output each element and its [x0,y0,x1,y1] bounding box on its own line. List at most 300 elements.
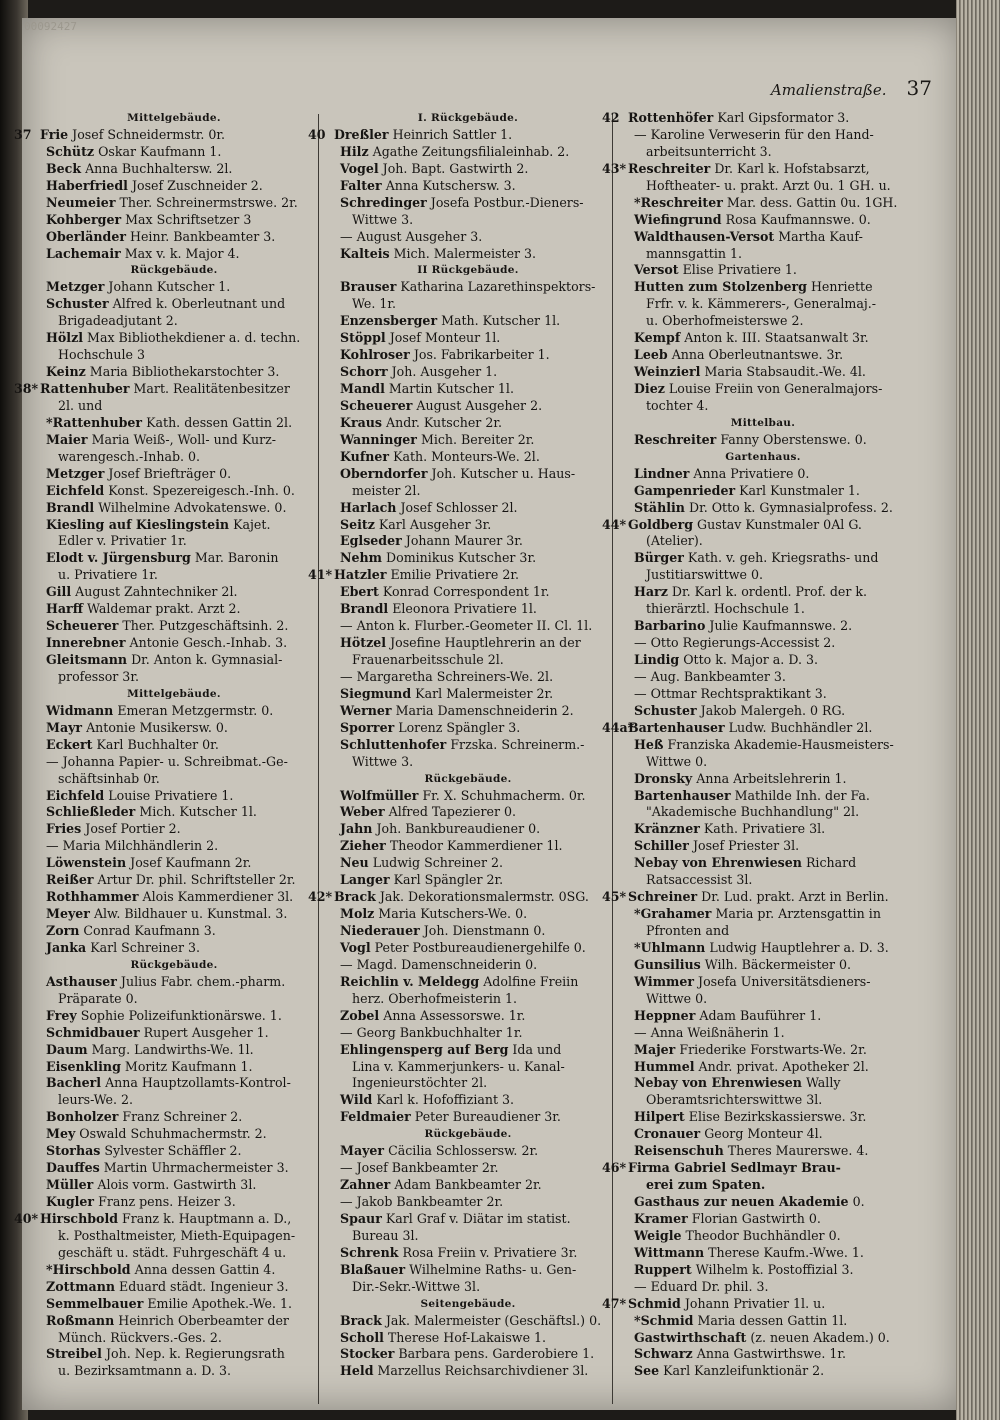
directory-entry [324,872,612,889]
entry-name: Weigle [634,1227,682,1243]
directory-entry [618,1245,908,1262]
directory-entry [618,940,908,957]
entry-name: Reißer [46,872,94,888]
section-heading: Mittelgebäude. [127,687,221,700]
entry-details: Artur Dr. phil. Schriftsteller 2r. [97,872,296,888]
entry-details: Dr. Karl k. Hofstabsarzt, [714,160,870,176]
house-number: 40* [14,1210,39,1226]
entry-details: Eduard städt. Ingenieur 3. [119,1278,289,1294]
directory-entry [324,703,612,720]
directory-entry [324,466,612,483]
entry-name: Eckert [46,736,93,752]
directory-entry [30,364,318,381]
entry-name: Vogel [340,160,379,176]
directory-entry [324,804,612,821]
entry-name: Stählin [634,499,685,515]
entry-details: Elise Bezirkskassierswe. 3r. [688,1109,867,1125]
directory-entry [324,279,612,296]
directory-entry [30,161,318,178]
directory-entry [618,1228,908,1245]
directory-entry [618,1194,908,1211]
entry-details: Martha Kauf- [778,228,863,244]
entry-name: Hatzler [334,567,387,583]
directory-entry [324,381,612,398]
entry-name: Niederauer [340,923,420,938]
section-heading: Rückgebäude. [130,264,218,277]
entry-sub-line: — Anton k. Flurber.-Geometer II. Cl. 1l. [340,618,593,634]
entry-details: Frzska. Schreinerm.- [450,736,585,752]
entry-details: Louise Privatiere 1. [108,787,234,803]
entry-continuation: Lina v. Kammerjunkers- u. Kanal- [352,1058,565,1074]
entry-details: Wilhelmine Advokatenswe. 0. [98,499,287,515]
directory-entry [602,1296,908,1313]
entry-sub-line: — Karoline Verweserin für den Hand- [634,126,874,142]
directory-entry [324,855,612,872]
entry-continuation [618,1177,908,1194]
directory-entry [618,330,908,347]
entry-name: Reschreiter [628,160,711,176]
entry-details: Katharina Lazarethinspektors- [400,279,596,295]
entry-name: Schmidbauer [46,1024,140,1040]
entry-details: Anna Hauptzollamts-Kontrol- [105,1075,291,1091]
entry-continuation: k. Posthaltmeister, Mieth-Equipagen- [58,1227,296,1243]
entry-name: Bacherl [46,1075,102,1091]
entry-details: Fr. X. Schuhmacherm. 0r. [422,787,586,803]
section-heading: Mittelbau. [730,416,796,429]
entry-details: Josefine Hauptlehrerin an der [390,635,581,651]
entry-details: Cäcilia Schlossersw. 2r. [388,1143,539,1159]
entry-name: Wimmer [634,973,695,989]
entry-continuation: Ratsaccessist 3l. [646,872,753,888]
directory-entry [618,838,908,855]
entry-details: Kath. v. geh. Kriegsraths- und [687,550,879,566]
entry-continuation: Dir.-Sekr.-Wittwe 3l. [352,1278,481,1294]
entry-name: Majer [634,1041,676,1057]
directory-entry [618,1143,908,1160]
entry-details: Josef Briefträger 0. [108,465,232,481]
directory-entry [618,195,908,212]
directory-entry [30,144,318,161]
entry-name: Stocker [340,1346,395,1362]
entry-sub-line: — Maria Milchhändlerin 2. [46,838,219,854]
entry-details: Ludwig Schreiner 2. [372,855,504,871]
entry-details: Josefa Universitätsdieners- [698,973,871,989]
entry-name: Reichlin v. Meldegg [340,973,480,989]
entry-name: Hirschbold [40,1210,119,1226]
entry-details: Konst. Spezereigesch.-Inh. 0. [108,482,295,498]
entry-details: Sylvester Schäffler 2. [104,1143,242,1159]
entry-details: August Ausgeher 2. [416,397,543,413]
entry-continuation: leurs-We. 2. [58,1092,134,1108]
entry-name: Dronsky [634,770,693,786]
entry-details: Maria Damenschneiderin 2. [395,702,574,718]
entry-details: Friederike Forstwarts-We. 2r. [679,1041,867,1057]
entry-details: Eleonora Privatiere 1l. [392,601,537,617]
entry-details: (z. neuen Akadem.) 0. [750,1329,890,1345]
entry-details: Marg. Landwirths-We. 1l. [91,1041,254,1057]
entry-name: Falter [340,177,382,193]
entry-details: Martin Kutscher 1l. [388,381,514,396]
entry-name: Schreiner [628,889,698,905]
entry-details: Anna Arbeitslehrerin 1. [696,770,847,786]
directory-entry [324,906,612,923]
entry-details: Theodor Kammerdiener 1l. [389,838,563,854]
entry-details: Otto k. Major a. D. 3. [683,652,818,667]
directory-entry [30,601,318,618]
entry-name: Haberfriedl [46,177,128,193]
house-number: 37 [14,126,32,142]
entry-details: Joh. Bapt. Gastwirth 2. [382,160,529,176]
directory-entry [30,517,318,534]
entry-name: Sporrer [340,719,395,735]
entry-name: *Hirschbold [46,1261,131,1277]
entry-details: Joh. Ausgeher 1. [391,364,498,380]
entry-name: Eichfeld [46,482,105,498]
entry-details: Oskar Kaufmann 1. [98,143,222,159]
entry-name: Neu [340,855,369,871]
directory-page [14,18,962,1410]
entry-details: Andr. Kutscher 2r. [386,414,502,430]
entry-name: Wittmann [634,1244,705,1260]
entry-name: Ebert [340,584,379,600]
directory-entry [618,906,908,923]
directory-entry [30,906,318,923]
directory-entry [30,1194,318,1211]
directory-entry [30,1143,318,1160]
directory-entry [324,398,612,415]
entry-continuation: Frauenarbeitsschule 2l. [352,652,504,667]
directory-entry [618,262,908,279]
entry-details: Franz k. Hauptmann a. D., [122,1210,292,1226]
entry-details: Dr. Otto k. Gymnasialprofess. 2. [688,499,893,515]
entry-details: Karl Malermeister 2r. [415,685,554,701]
entry-name: Hilpert [634,1109,685,1125]
entry-name: Bartenhauser [628,719,725,735]
entry-name: Dauffes [46,1160,100,1176]
entry-details: Heinrich Sattler 1. [392,126,513,142]
entry-continuation: mannsgattin 1. [646,245,742,261]
entry-continuation: Wittwe 0. [646,753,708,769]
directory-entry [30,974,318,991]
entry-details: Wally [805,1075,841,1091]
directory-entry [324,635,612,652]
directory-entry [618,1059,908,1076]
entry-name: Löwenstein [46,855,127,871]
directory-entry [30,703,318,720]
entry-details: Joh. Kutscher u. Haus- [431,465,576,481]
entry-details: Florian Gastwirth 0. [691,1210,821,1226]
entry-continuation: geschäft u. städt. Fuhrgeschäft 4 u. [58,1244,287,1260]
entry-name: Gampenrieder [634,482,736,498]
directory-entry [324,550,612,567]
entry-details: Alois vorm. Gastwirth 3l. [97,1177,257,1193]
entry-details: Dr. Anton k. Gymnasial- [131,652,283,667]
entry-name: Metzger [46,465,105,481]
entry-details: Martin Uhrmachermeister 3. [103,1160,289,1176]
directory-entry [618,483,908,500]
directory-entry [618,347,908,364]
entry-name: Enzensberger [340,313,438,329]
entry-name: Frie [40,126,69,142]
entry-sub-line: — Aug. Bankbeamter 3. [634,668,786,684]
entry-details: Franziska Akademie-Hausmeisters- [667,736,894,752]
house-number: 46* [602,1160,627,1176]
entry-details: Jak. Dekorationsmalermstr. 0SG. [379,889,589,905]
entry-continuation: Präparate 0. [58,990,138,1006]
entry-details: Kajet. [233,516,271,532]
directory-entry [30,466,318,483]
directory-entry [618,771,908,788]
directory-entry [324,1363,612,1380]
entry-name: Scheuerer [46,618,119,634]
entry-continuation: Hoftheater- u. prakt. Arzt 0u. 1 GH. u. [646,177,891,193]
entry-name: Dreßler [334,126,389,142]
entry-details: Karl Kunstmaler 1. [739,482,860,498]
entry-details: Rupert Ausgeher 1. [143,1024,269,1040]
entry-details: Therese Hof-Lakaiswe 1. [387,1329,547,1345]
entry-name: Nebay von Ehrenwiesen [634,1075,802,1091]
entry-details: Gustav Kunstmaler 0Al G. [697,516,862,532]
entry-details: Karl Gipsformator 3. [717,110,850,125]
entry-details: Mar. dess. Gattin 0u. 1GH. [726,194,898,210]
entry-name: Brack [334,889,376,905]
entry-details: Ida und [512,1041,562,1057]
entry-details: Johann Kutscher 1. [108,279,231,295]
entry-name: Brandl [46,499,95,515]
entry-details: Lorenz Spängler 3. [398,719,521,735]
entry-details: Mich. Malermeister 3. [393,245,537,261]
entry-sub-line: — Ottmar Rechtspraktikant 3. [634,685,827,701]
scan-id: 00092427 [24,20,77,33]
entry-name: Barbarino [634,618,706,634]
directory-entry [618,1075,908,1092]
entry-name: Wanninger [340,431,417,447]
entry-name: Goldberg [628,516,694,532]
entry-details: Therese Kaufm.-Wwe. 1. [708,1244,864,1260]
directory-entry [324,1346,612,1363]
directory-entry [324,415,612,432]
entry-continuation: meister 2l. [352,482,421,498]
entry-continuation: u. Privatiere 1r. [58,567,158,583]
entry-details: Josef Schneidermstr. 0r. [72,126,226,142]
directory-entry [618,855,908,872]
entry-details: Max v. k. Major 4. [124,245,240,261]
directory-entry [30,1313,318,1330]
entry-details: Anna Oberleutnantswe. 3r. [671,347,844,363]
entry-details: Josefa Postbur.-Dieners- [430,194,584,210]
entry-name: Asthauser [46,973,117,989]
entry-details: Maria Bibliothekarstochter 3. [89,364,280,380]
entry-name: Schrenk [340,1244,399,1260]
entry-continuation: Edler v. Privatier 1r. [58,533,187,549]
directory-entry [30,1126,318,1143]
directory-entry [618,737,908,754]
directory-entry [30,584,318,601]
entry-details: Jakob Malergeh. 0 RG. [700,702,846,718]
directory-entry [30,1262,318,1279]
entry-name: Keinz [46,364,86,380]
entry-details: Max Bibliothekdiener a. d. techn. [87,330,301,346]
directory-entry [30,296,318,313]
entry-details: Conrad Kaufmann 3. [83,923,216,938]
entry-details: Anna Assessorswe. 1r. [383,1007,526,1023]
entry-sub-line: — August Ausgeher 3. [340,228,483,244]
directory-entry [30,855,318,872]
entry-details: Wilhelmine Raths- u. Gen- [409,1261,577,1277]
entry-details: Ther. Schreinermstrswe. 2r. [119,194,298,210]
entry-details: Anna Kutschersw. 3. [385,177,516,193]
directory-entry [30,821,318,838]
directory-entry [618,1126,908,1143]
entry-continuation: u. Bezirksamtmann a. D. 3. [58,1363,231,1379]
entry-details: Kath. Monteurs-We. 2l. [393,448,540,464]
entry-name: Scholl [340,1329,384,1345]
directory-entry [30,872,318,889]
entry-name: *Rattenhuber [46,414,143,430]
entry-name: Weber [340,804,385,820]
directory-entry [618,212,908,229]
directory-entry [602,1160,908,1177]
directory-entry [618,788,908,805]
entry-details: Sophie Polizeifunktionärswe. 1. [80,1007,282,1023]
entry-continuation: "Akademische Buchhandlung" 2l. [646,804,860,820]
entry-details: Emilie Apothek.-We. 1. [147,1295,292,1311]
page-edges [956,0,1000,1420]
directory-entry [30,212,318,229]
directory-entry [30,923,318,940]
directory-entry [30,652,318,669]
entry-name: Blaßauer [340,1261,406,1277]
entry-details: Josef Kaufmann 2r. [130,855,252,871]
entry-details: Adam Bauführer 1. [699,1007,822,1023]
entry-name: Rattenhuber [40,381,130,396]
directory-entry [324,1262,612,1279]
entry-name: Neumeier [46,194,116,210]
entry-details: Franz pens. Heizer 3. [98,1194,236,1209]
entry-name: Mayr [46,719,83,735]
entry-continuation: Wittwe 3. [352,753,414,769]
entry-name: Wiefingrund [634,211,722,227]
entry-continuation: Pfronten and [646,923,730,938]
entry-details: Alfred k. Oberleutnant und [112,296,286,312]
entry-name: Kränzner [634,821,700,837]
house-number: 44a* [602,719,635,735]
entry-name: Metzger [46,279,105,295]
entry-details: Mar. Baronin [194,550,279,566]
directory-entry [618,381,908,398]
entry-details: Karl k. Hofoffiziant 3. [376,1092,515,1108]
entry-name: Hölzl [46,330,84,346]
entry-name: Brack [340,1312,382,1328]
directory-entry [324,364,612,381]
directory-entry [30,279,318,296]
entry-name: Lindig [634,652,680,667]
entry-name: Schütz [46,143,95,159]
entry-name: Elodt v. Jürgensburg [46,550,191,566]
directory-entry [30,178,318,195]
entry-name: *Uhlmann [634,939,706,955]
entry-name: Schwarz [634,1346,693,1362]
entry-details: Julius Fabr. chem.-pharm. [120,973,286,989]
entry-continuation: warengesch.-Inhab. 0. [58,448,201,464]
column-2 [308,110,612,1380]
directory-entry [618,1109,908,1126]
directory-entry [30,195,318,212]
directory-entry [30,720,318,737]
section-heading: Rückgebäude. [424,1128,512,1141]
entry-continuation: Ingenieurstöchter 2l. [352,1075,488,1091]
entry-details: Maria dessen Gattin 1l. [697,1312,848,1328]
entry-details: Konrad Correspondent 1r. [382,584,550,600]
directory-entry [618,618,908,635]
directory-entry [324,161,612,178]
entry-name: Oberndorfer [340,465,428,481]
entry-name: Maier [46,431,88,447]
directory-entry [618,1363,908,1380]
entry-name: Reisenschuh [634,1143,724,1159]
entry-details: Dominikus Kutscher 3r. [386,550,537,566]
entry-details: Alfred Tapezierer 0. [388,804,517,820]
directory-entry [324,720,612,737]
directory-entry [324,974,612,991]
entry-details: Anna dessen Gattin 4. [134,1261,276,1277]
directory-entry [618,1330,908,1347]
section-heading: Seitengebäude. [420,1297,516,1310]
entry-name: Scheuerer [340,397,413,413]
directory-entry [324,940,612,957]
directory-entry [30,229,318,246]
entry-name: Wild [340,1092,373,1108]
directory-entry [618,1313,908,1330]
entry-continuation: Hochschule 3 [58,347,145,363]
section-heading: Gartenhaus. [725,450,801,463]
entry-details: Anna Gastwirthswe. 1r. [696,1346,847,1362]
entry-name: Kramer [634,1210,688,1226]
directory-entry [30,330,318,347]
house-number: 45* [602,889,627,905]
directory-entry [30,246,318,263]
entry-details: Oswald Schuhmachermstr. 2. [79,1126,267,1142]
directory-entry [30,618,318,635]
directory-entry [30,635,318,652]
column-3 [602,110,908,1380]
entry-name: Gasthaus zur neuen Akademie [634,1194,849,1209]
directory-entry [30,1042,318,1059]
entry-details: Richard [805,855,857,871]
entry-sub-line: — Magd. Damenschneiderin 0. [340,956,538,972]
directory-entry [324,737,612,754]
entry-details: Heinr. Bankbeamter 3. [130,228,276,244]
entry-continuation: Justitiarswittwe 0. [646,567,763,583]
entry-name: See [634,1363,660,1379]
entry-name: Schuster [46,296,109,312]
entry-name: Ruppert [634,1261,692,1277]
directory-entry [324,1143,612,1160]
entry-continuation: Oberamtsrichterswittwe 3l. [646,1092,823,1108]
directory-entry [324,246,612,263]
entry-details: Karl Spängler 2r. [393,872,504,888]
entry-continuation: (Atelier). [646,533,703,549]
directory-entry [324,1109,612,1126]
entry-details: Jak. Malermeister (Geschäftsl.) 0. [385,1312,602,1328]
entry-continuation: thierärztl. Hochschule 1. [646,601,805,617]
entry-details: Barbara pens. Garderobiere 1. [398,1346,595,1362]
directory-entry [324,432,612,449]
directory-entry [324,144,612,161]
entry-details: Antonie Gesch.-Inhab. 3. [129,635,288,651]
directory-entry [602,720,908,737]
entry-name: Lachemair [46,245,121,261]
